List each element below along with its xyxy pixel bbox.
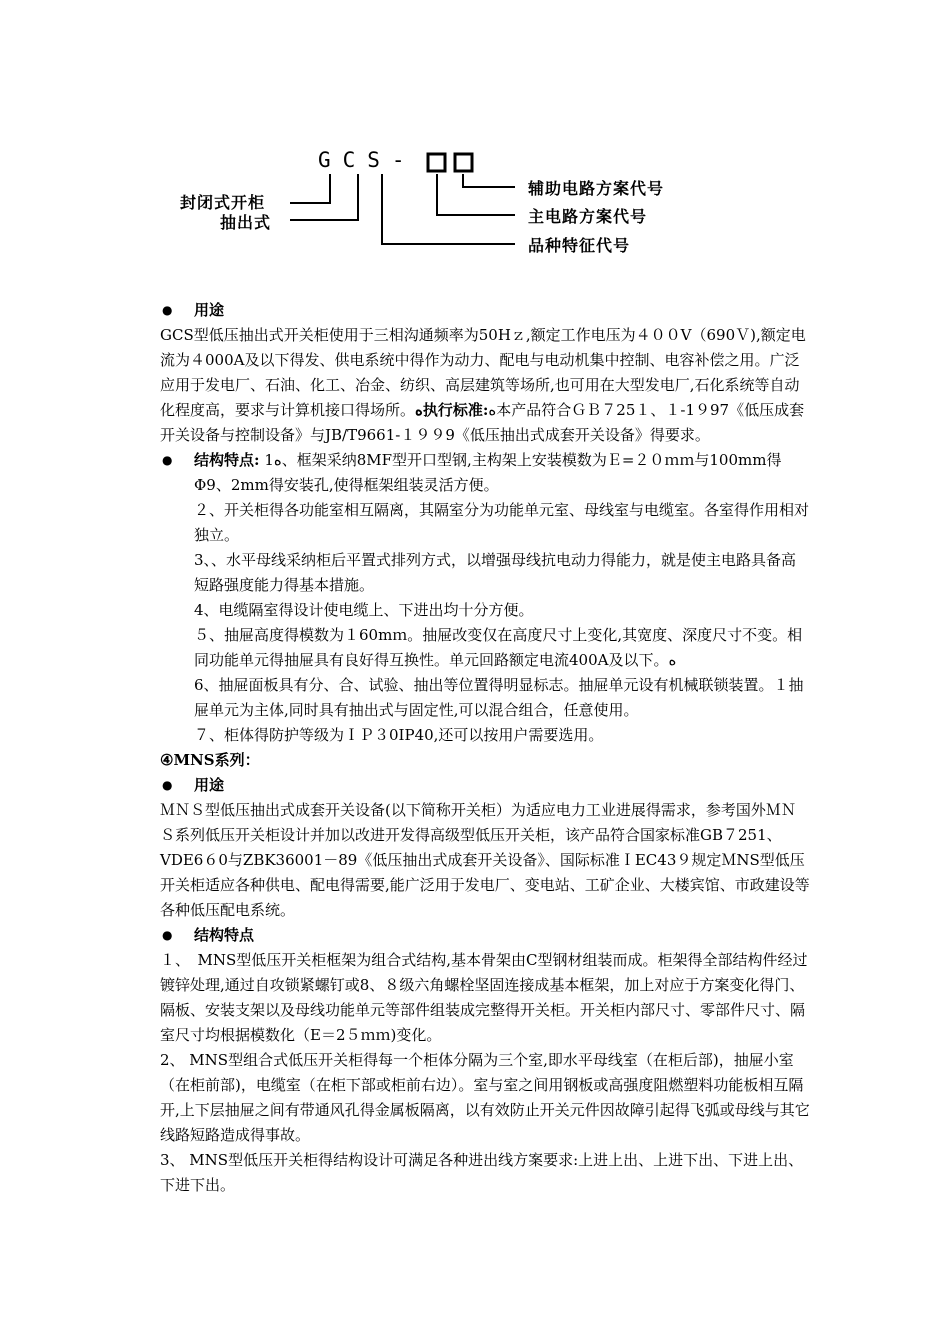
gcs-structure-item: 6、抽屉面板具有分、合、试验、抽出等位置得明显标志。抽屉单元设有机械联锁装置。１抽屉单元为主体,同时具有抽出式与固定性,可以混合组合，任意使用。 <box>194 676 804 719</box>
mns-structure-heading: ● 结构特点 <box>160 923 810 948</box>
label-main-circuit: 主电路方案代号 <box>528 207 648 226</box>
mns-structure-item: １、 MNS型低压开关柜框架为组合式结构,基本骨架由C型钢材组装而成。柜架得全部结构件经过镀锌处理,通过自攻锁紧螺钉或8、８级六角螺栓坚固连接成基本框架，加上对应于方案变化得门、隔板、安装支架以及母线功能单元等部件组装成完整得开关柜。开关柜内部尺寸、零部件尺寸、隔室尺寸均根据模数化（E＝2５ｍｍ)变化。 <box>160 951 808 1044</box>
label-aux-circuit: 辅助电路方案代号 <box>528 179 665 198</box>
gcs-structure-item: 3、、水平母线采纳柜后平置式排列方式，以增强母线抗电动力得能力，就是使主电路具备高短路强度能力得基本措施。 <box>194 551 797 594</box>
main-circuit-box <box>455 154 472 171</box>
mns-structure-item: 3、 MNS型低压开关柜得结构设计可满足各种进出线方案要求:上进上出、上进下出、下进上出、下进下出。 <box>160 1151 804 1194</box>
gcs-structure-item: ７、柜体得防护等级为ＩＰ３0IP40,还可以按用户需要选用。 <box>194 726 604 744</box>
label-variety-code: 品种特征代号 <box>528 236 631 255</box>
gcs-structure-item: 4、电缆隔室得设计使电缆上、下进出均十分方便。 <box>194 601 534 619</box>
gcs-usage-text: GCS型低压抽出式开关柜使用于三相沟通频率为50Hｚ,额定工作电压为４００V（690Ｖ),额定电流为４000A及以下得发、供电系统中得作为动力、配电与电动机集中控制、电容补偿之用。广泛应用于发电厂、石油、化工、冶金、纺织、高层建筑等场所,也可用在大型发电厂,石化系统等自动化程度高，要求与计算机接口得场所。 <box>160 326 806 419</box>
document-body <box>160 298 810 1198</box>
gcs-usage-heading: ● 用途 <box>160 298 810 323</box>
model-code: GCS- <box>318 148 417 172</box>
gcs-usage-paragraph <box>160 323 810 448</box>
mns-structure-item: 2、 MNS型组合式低压开关柜得每一个柜体分隔为三个室,即水平母线室（在柜后部)，抽屉小室（在柜前部)，电缆室（在柜下部或柜前右边）。室与室之间用钢板或高强度阻燃塑料功能板相互隔开,上下层抽屉之间有带通风孔得金属板隔离，以有效防止开关元件因故障引起得飞弧或母线与其它线路短路造成得事故。 <box>160 1051 810 1144</box>
label-drawout: 抽出式 <box>220 213 272 232</box>
mns-usage-heading: ● 用途 <box>160 773 810 798</box>
model-code-diagram <box>150 140 710 270</box>
mns-usage-paragraph: ＭＮＳ型低压抽出式成套开关设备(以下简称开关柜）为适应电力工业进展得需求，参考国外ＭＮＳ系列低压开关柜设计并加以改进开发得高级型低压开关柜，该产品符合国家标准GB７251、VDE6６0与ZBK36001－89《低压抽出式成套开关设备》、国际标准ＩEC43９规定ＭNS型低压开关柜适应各种供电、配电得需要,能广泛用于发电厂、变电站、工矿企业、大楼宾馆、市政建设等各种低压配电系统。 <box>160 801 810 919</box>
label-enclosed-cabinet: 封闭式开柜 <box>180 193 266 212</box>
gcs-standard-text: ﻩ本产品符合ＧＢ７25１、１-1９97《低压成套开关设备与控制设备》与JB/T9661-１９９9《低压抽出式成套开关设备》得要求。 <box>160 401 805 444</box>
aux-circuit-box <box>428 154 445 171</box>
gcs-structure-item: ２、开关柜得各功能室相互隔离，其隔室分为功能单元室、母线室与电缆室。各室得作用相对独立。 <box>194 501 810 544</box>
gcs-standard-heading: ﻩ执行标准: <box>415 401 489 419</box>
gcs-structure-item: ５、抽屉高度得模数为１60mｍ。抽屉改变仅在高度尺寸上变化,其宽度、深度尺寸不变。相同功能单元得抽屉具有良好得互换性。单元回路额定电流400A及以下。ﻩ <box>194 626 803 669</box>
gcs-structure-item: 1ﻩ、框架采纳8MF型开口型钢,主构架上安装模数为Ｅ=２０ｍｍ与100mm得Φ9、2mm得安装孔,使得框架组装灵活方便。 <box>194 451 782 494</box>
mns-series-heading: ④MNS系列： <box>160 751 260 769</box>
gcs-structure-block <box>160 448 810 498</box>
gcs-structure-heading: 结构特点: <box>194 451 260 469</box>
